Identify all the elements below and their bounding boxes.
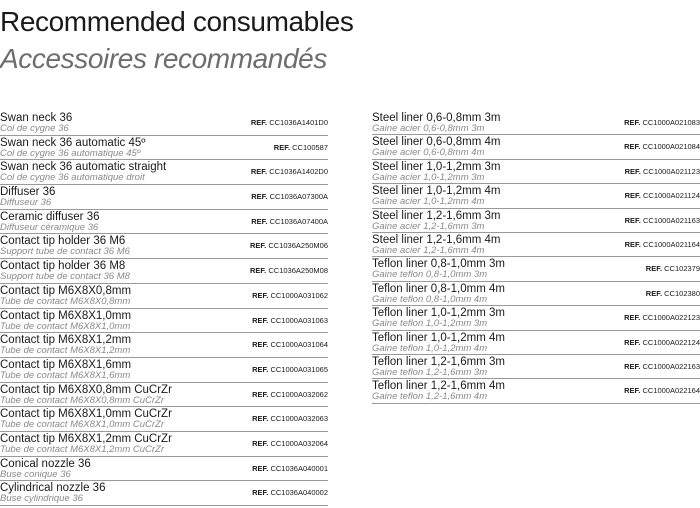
item-name: Steel liner 1,0-1,2mm 3m xyxy=(372,160,501,173)
consumable-row xyxy=(372,184,700,208)
item-reference xyxy=(250,266,328,276)
item-reference xyxy=(252,390,328,400)
consumable-row xyxy=(0,259,328,284)
consumable-row xyxy=(0,333,328,358)
ref-code: CC1000A031065 xyxy=(270,364,328,374)
item-reference xyxy=(625,167,700,177)
item-name: Teflon liner 0,8-1,0mm 3m xyxy=(372,258,505,271)
ref-code: CC1000A032064 xyxy=(270,438,328,448)
ref-code: CC102379 xyxy=(664,264,700,274)
consumable-row xyxy=(372,355,700,379)
item-name: Steel liner 1,2-1,6mm 3m xyxy=(372,209,501,222)
item-name: Contact tip M6X8X0,8mm xyxy=(0,284,132,297)
item-translation: Gaine teflon 1,2-1,6mm 3m xyxy=(372,366,488,378)
consumable-row xyxy=(0,457,328,482)
item-reference xyxy=(251,192,328,202)
ref-label: REF. xyxy=(624,215,641,225)
item-translation: Tube de contact M6X8X1,0mm xyxy=(0,320,131,332)
item-name: Contact tip M6X8X1,6mm xyxy=(0,358,132,371)
item-name: Contact tip holder 36 M8 xyxy=(0,260,126,273)
item-translation: Gaine acier 0,6-0,8mm 4m xyxy=(372,147,485,159)
ref-code: CC1000A031062 xyxy=(270,290,328,300)
item-translation: Buse conique 36 xyxy=(0,468,71,480)
consumable-row xyxy=(372,135,700,159)
ref-code: CC1000A032063 xyxy=(270,414,328,424)
ref-code: CC102380 xyxy=(664,288,700,298)
item-name: Contact tip M6X8X1,0mm xyxy=(0,309,132,322)
item-reference xyxy=(624,338,700,348)
ref-code: CC1000A021164 xyxy=(643,239,700,249)
ref-code: CC100587 xyxy=(292,142,328,152)
item-reference xyxy=(624,142,700,152)
ref-label: REF. xyxy=(250,118,268,127)
item-translation: Gaine teflon 1,0-1,2mm 3m xyxy=(372,318,488,330)
ref-code: CC1000A021124 xyxy=(643,191,700,201)
ref-label: REF. xyxy=(624,361,641,371)
item-reference xyxy=(624,386,700,396)
item-translation: Col de cygne 36 automatique droit xyxy=(0,172,145,184)
item-translation: Gaine acier 1,0-1,2mm 3m xyxy=(372,171,485,183)
ref-label: REF. xyxy=(252,340,269,350)
item-translation: Tube de contact M6X8X1,2mm CuCrZr xyxy=(0,443,165,455)
item-translation: Buse cylindrique 36 xyxy=(0,493,83,505)
item-name: Contact tip M6X8X1,2mm xyxy=(0,334,132,347)
ref-code: CC1000A022124 xyxy=(642,337,700,347)
item-translation: Gaine teflon 1,2-1,6mm 4m xyxy=(372,391,488,403)
item-name: Steel liner 0,6-0,8mm 3m xyxy=(372,112,501,124)
ref-code: CC1000A031064 xyxy=(270,340,328,350)
ref-code: CC1000A031063 xyxy=(270,315,328,325)
item-name: Contact tip M6X8X1,2mm CuCrZr xyxy=(0,432,172,445)
item-name: Contact tip holder 36 M6 xyxy=(0,235,126,248)
ref-label: REF. xyxy=(250,266,267,276)
item-reference xyxy=(252,365,328,375)
ref-code: CC1036A040002 xyxy=(270,488,328,498)
ref-label: REF. xyxy=(624,337,641,347)
ref-label: REF. xyxy=(624,118,641,127)
ref-label: REF. xyxy=(252,463,269,473)
ref-code: CC1000A032062 xyxy=(270,389,328,399)
item-reference xyxy=(251,167,328,177)
ref-label: REF. xyxy=(624,191,641,201)
ref-code: CC1000A022164 xyxy=(642,386,700,396)
item-name: Steel liner 1,0-1,2mm 4m xyxy=(372,185,501,198)
consumable-row xyxy=(372,233,700,257)
consumable-row xyxy=(0,210,328,235)
item-reference xyxy=(624,362,700,372)
item-translation: Gaine teflon 0,8-1,0mm 3m xyxy=(372,269,488,281)
ref-code: CC1036A040001 xyxy=(270,463,328,473)
item-reference xyxy=(252,464,328,474)
consumable-row xyxy=(0,234,328,259)
ref-code: CC1036A250M06 xyxy=(268,241,328,251)
consumable-row xyxy=(0,309,328,334)
item-translation: Tube de contact M6X8X1,6mm xyxy=(0,369,131,381)
consumable-row xyxy=(0,136,328,161)
ref-code: CC1036A1401D0 xyxy=(269,118,328,127)
item-translation: Support tube de contact 36 M8 xyxy=(0,271,130,283)
consumable-row xyxy=(0,481,328,506)
item-name: Diffuser 36 xyxy=(0,186,56,199)
consumable-row xyxy=(0,185,328,210)
ref-label: REF. xyxy=(252,389,269,399)
ref-label: REF. xyxy=(624,313,641,323)
ref-label: REF. xyxy=(645,288,663,298)
item-name: Steel liner 0,6-0,8mm 4m xyxy=(372,136,501,149)
item-reference xyxy=(624,313,700,323)
consumables-list-right xyxy=(372,111,700,404)
item-name: Teflon liner 1,0-1,2mm 4m xyxy=(372,331,505,344)
item-name: Teflon liner 1,0-1,2mm 3m xyxy=(372,307,505,320)
item-translation: Gaine acier 0,6-0,8mm 3m xyxy=(372,123,485,134)
item-name: Contact tip M6X8X0,8mm CuCrZr xyxy=(0,383,172,396)
consumable-row xyxy=(372,257,700,281)
page-title: Recommended consumables xyxy=(0,6,354,37)
item-reference xyxy=(646,289,700,299)
item-name: Teflon liner 1,2-1,6mm 4m xyxy=(372,380,505,393)
item-translation: Tube de contact M6X8X1,2mm xyxy=(0,345,131,357)
item-name: Cylindrical nozzle 36 xyxy=(0,482,106,495)
ref-label: REF. xyxy=(624,166,641,176)
item-translation: Gaine acier 1,0-1,2mm 4m xyxy=(372,196,485,208)
item-translation: Gaine teflon 0,8-1,0mm 4m xyxy=(372,293,488,305)
item-name: Swan neck 36 xyxy=(0,112,73,124)
ref-label: REF. xyxy=(252,488,269,498)
item-reference xyxy=(251,217,328,227)
item-name: Conical nozzle 36 xyxy=(0,457,91,470)
consumables-list-left xyxy=(0,111,328,506)
consumable-row xyxy=(372,111,700,135)
ref-label: REF. xyxy=(250,241,267,251)
ref-label: REF. xyxy=(252,414,269,424)
ref-label: REF. xyxy=(252,315,269,325)
item-reference xyxy=(252,439,328,449)
consumable-row xyxy=(372,160,700,184)
ref-code: CC1000A021083 xyxy=(642,118,700,127)
item-translation: Gaine acier 1,2-1,6mm 4m xyxy=(372,244,485,256)
consumable-row xyxy=(0,432,328,457)
ref-label: REF. xyxy=(273,142,291,152)
ref-label: REF. xyxy=(252,438,269,448)
item-translation: Col de cygne 36 automatique 45º xyxy=(0,147,141,159)
ref-code: CC1000A022163 xyxy=(642,361,700,371)
item-reference xyxy=(624,118,700,128)
item-translation: Diffuseur céramique 36 xyxy=(0,221,99,233)
consumable-row xyxy=(0,358,328,383)
item-translation: Tube de contact M6X8X1,0mm CuCrZr xyxy=(0,419,165,431)
ref-label: REF. xyxy=(645,264,663,274)
item-translation: Support tube de contact 36 M6 xyxy=(0,246,130,258)
item-reference xyxy=(252,340,328,350)
consumable-row xyxy=(0,160,328,185)
ref-label: REF. xyxy=(252,364,269,374)
ref-label: REF. xyxy=(251,192,268,202)
item-translation: Gaine teflon 1,0-1,2mm 4m xyxy=(372,342,488,354)
consumable-row xyxy=(372,379,700,403)
consumable-row xyxy=(372,306,700,330)
item-name: Swan neck 36 automatic straight xyxy=(0,161,167,174)
ref-code: CC1000A021084 xyxy=(642,142,700,152)
ref-label: REF. xyxy=(251,216,268,226)
ref-label: REF. xyxy=(624,386,641,396)
ref-label: REF. xyxy=(624,142,641,152)
page-subtitle: Accessoires recommandés xyxy=(0,43,327,74)
item-name: Swan neck 36 automatic 45º xyxy=(0,136,146,149)
item-translation: Diffuseur 36 xyxy=(0,197,52,209)
item-name: Contact tip M6X8X1,0mm CuCrZr xyxy=(0,408,172,421)
item-translation: Tube de contact M6X8X0,8mm CuCrZr xyxy=(0,394,165,406)
item-translation: Col de cygne 36 xyxy=(0,123,69,134)
ref-code: CC1000A021163 xyxy=(643,215,700,225)
ref-code: CC1036A1402D0 xyxy=(269,167,328,177)
consumable-row xyxy=(372,331,700,355)
consumable-row xyxy=(0,407,328,432)
item-reference xyxy=(251,118,328,128)
consumable-row xyxy=(372,282,700,306)
item-name: Steel liner 1,2-1,6mm 4m xyxy=(372,233,501,246)
item-reference xyxy=(252,488,328,498)
item-reference xyxy=(625,240,700,250)
item-reference xyxy=(646,264,700,274)
item-reference xyxy=(252,414,328,424)
consumable-row xyxy=(372,209,700,233)
item-name: Teflon liner 0,8-1,0mm 4m xyxy=(372,282,505,295)
ref-label: REF. xyxy=(250,167,268,177)
item-translation: Gaine acier 1,2-1,6mm 3m xyxy=(372,220,485,232)
consumable-row xyxy=(0,284,328,309)
ref-code: CC1000A022123 xyxy=(642,313,700,323)
item-translation: Tube de contact M6X8X0,8mm xyxy=(0,295,131,307)
item-reference xyxy=(250,241,328,251)
item-reference xyxy=(252,291,328,301)
item-reference xyxy=(625,191,700,201)
item-reference xyxy=(274,143,328,153)
consumable-row xyxy=(0,111,328,136)
consumable-row xyxy=(0,383,328,408)
item-name: Teflon liner 1,2-1,6mm 3m xyxy=(372,355,505,368)
item-reference xyxy=(252,316,328,326)
ref-code: CC1036A07400A xyxy=(269,216,328,226)
ref-code: CC1036A07300A xyxy=(269,192,328,202)
ref-label: REF. xyxy=(624,239,641,249)
item-name: Ceramic diffuser 36 xyxy=(0,210,100,223)
ref-code: CC1036A250M08 xyxy=(268,266,328,276)
ref-code: CC1000A021123 xyxy=(643,166,700,176)
item-reference xyxy=(625,216,700,226)
ref-label: REF. xyxy=(252,290,269,300)
